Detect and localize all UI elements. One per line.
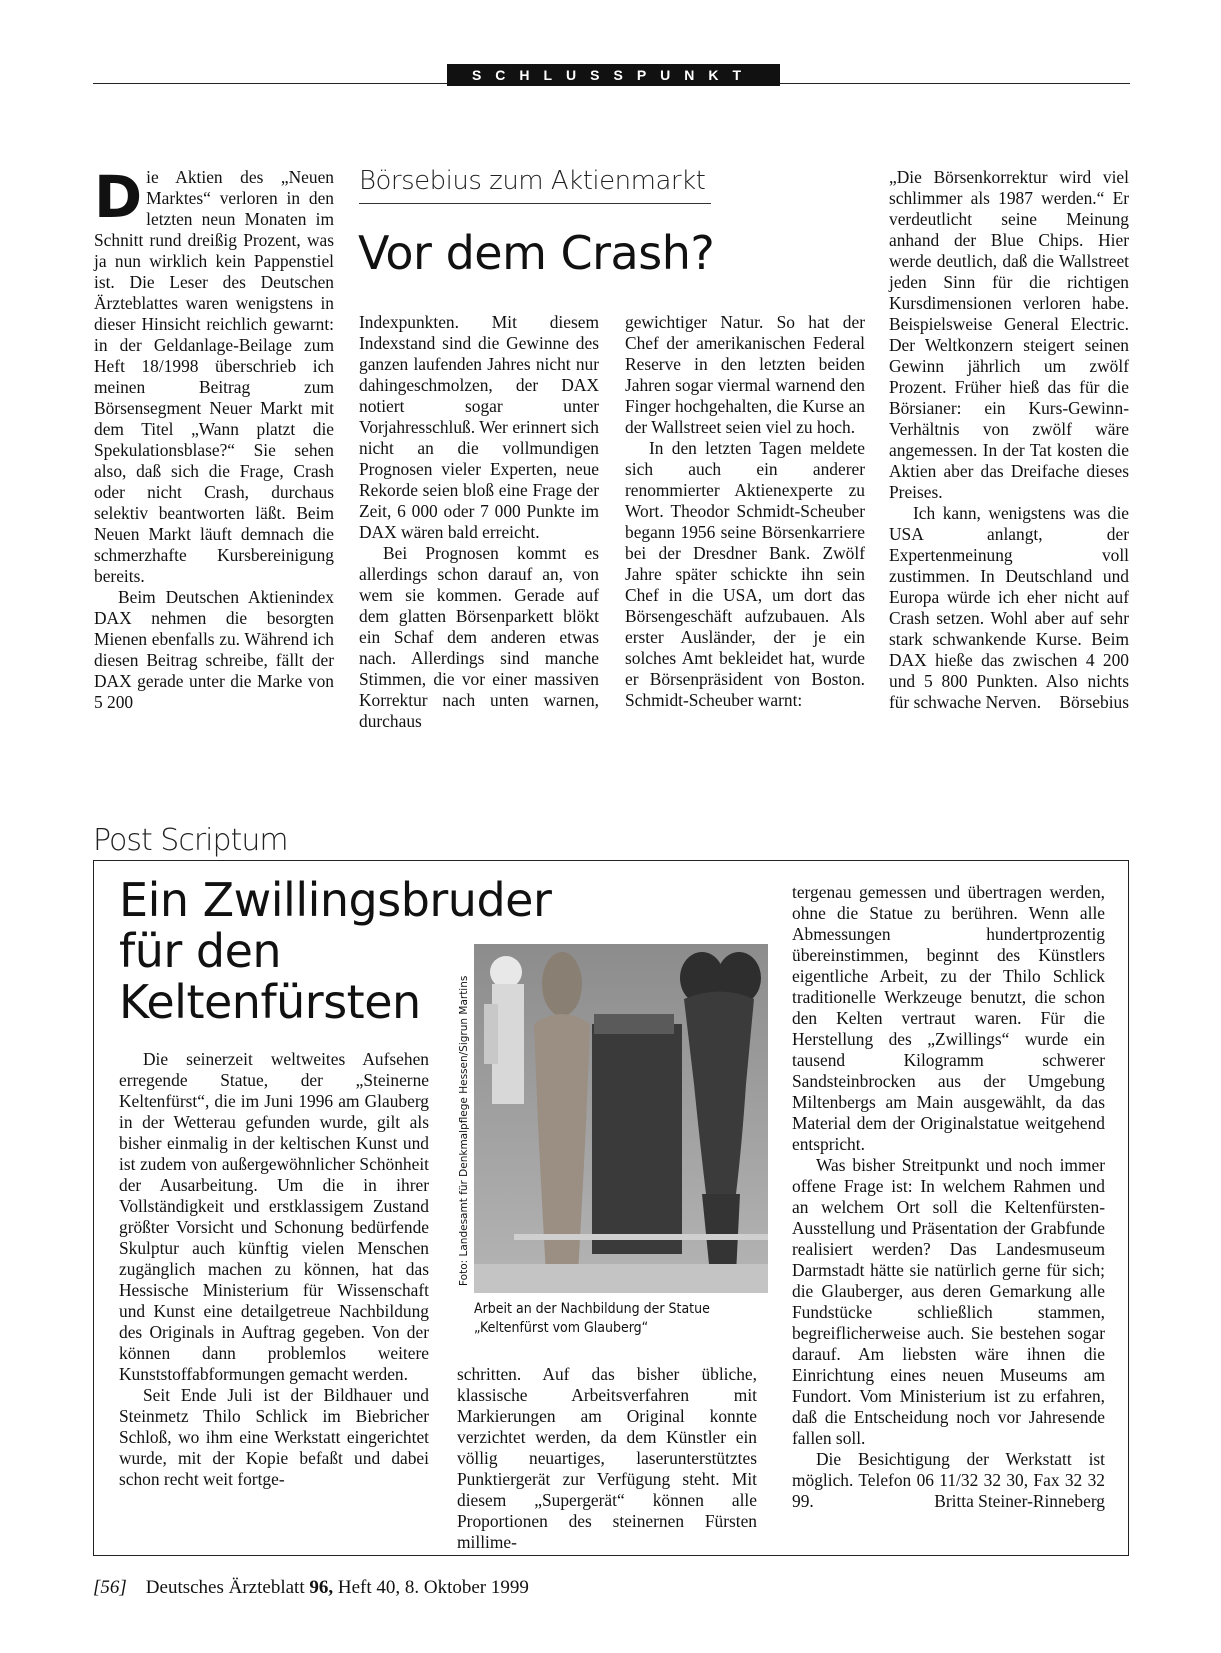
page-footer <box>93 1577 529 1599</box>
page-number: [56] <box>93 1577 127 1598</box>
article-paragraph: „Die Börsenkorrektur wird viel schlimmer als 1987 werden.“ Er verdeutlicht seine Meinung anhand der Blue Chips. Hier werde deutlich, daß die Wallstreet jeden Sinn für die richtigen Kursdimensionen verloren habe. Beispielsweise General Electric. Der Weltkonzern steigert seinen Gewinn jährlich um zwölf Prozent. Früher hieß das für die Börsianer: ein Kurs-Gewinn-Verhältnis von zwölf wäre angemessen. In der Tat kosten die Aktien aber das Dreifache dieses Preises. <box>889 167 1129 502</box>
postscriptum-label: Post Scriptum <box>93 823 288 858</box>
article-paragraph: Was bisher Streitpunkt und noch immer offene Frage ist: In welchem Rahmen und an welchem Ort soll die Keltenfürsten-Ausstellung und Präsentation der Grabfunde realisiert werden? Das Landesmuseum Darmstadt hätte sie natürlich gerne für sich; die Glauberger, aus deren Gemarkung alle Fundstücke schließlich stammen, begreiflicherweise auch. Sie bestehen sogar darauf. Am liebsten wäre ihnen die Einrichtung eines neuen Museums am Fundort. Vom Ministerium ist zu erfahren, daß die Entscheidung noch vor Jahresende fallen soll. <box>792 1155 1105 1448</box>
article-paragraph: gewichtiger Natur. So hat der Chef der amerikanischen Federal Reserve in den letzten beiden Jahren sogar viermal warnend den Finger hochgehalten, die Kurse an der Wallstreet seien viel zu hoch. <box>625 312 865 437</box>
article-paragraph: Die seinerzeit weltweites Aufsehen erregende Statue, der „Steinerne Keltenfürst“, die im Juni 1996 am Glauberg in der Wetterau gefunden wurde, gilt als bisher einmalig in der keltischen Kunst und ist zudem von außergewöhnlicher Schönheit der Ausarbeitung. Um die in ihrer Vollständigkeit und erstklassigem Zustand größter Vorsicht und Schonung bedürfende Skulptur auch künftig vielen Menschen zugänglich machen zu können, hat das Hessische Ministerium für Wissenschaft und Kunst eine detailgetreue Nachbildung des Originals in Auftrag gegeben. Von der können dann problemlos weitere Kunststoffabformungen gemacht werden. <box>119 1049 429 1384</box>
article-signature: Börsebius <box>1059 692 1129 712</box>
postscriptum-column-2 <box>457 1364 757 1553</box>
journal-issue: Heft 40, 8. Oktober 1999 <box>337 1577 529 1598</box>
journal-name: Deutsches Ärzteblatt <box>145 1577 305 1598</box>
postscriptum-column-3 <box>792 882 1105 1512</box>
article-paragraph: Ich kann, wenigstens was die USA anlangt, der Expertenmeinung voll zustimmen. In Deutschland und Europa würde ich eher nicht auf Crash setzen. Wohl aber auf sehr stark schwankende Kurse. Beim DAX hieße das zwischen 4 200 und 5 800 Punkten. Also nichts für schwache Nerven. Börsebius <box>889 503 1129 712</box>
article-headline: Vor dem Crash? <box>358 226 715 280</box>
postscriptum-headline: Ein Zwillingsbruder für den Keltenfürsten <box>119 873 552 1029</box>
author-name: Britta Steiner-Rinneberg <box>934 1491 1105 1511</box>
article-paragraph: In den letzten Tagen meldete sich auch ein anderer renommierter Aktienexperte zu Wort. Theodor Schmidt-Scheuber begann 1956 seine Börsenkarriere bei der Dresdner Bank. Zwölf Jahre später schickte ihn sein Chef in die USA, um dort das Börsengeschäft aufzubauen. Als erster Ausländer, der je ein solches Amt bekleidet hat, wurde er Börsenpräsident von Boston. Schmidt-Scheuber warnt: <box>625 438 865 710</box>
kicker-rule <box>359 203 711 204</box>
article-paragraph: Beim Deutschen Aktienindex DAX nehmen die besorgten Mienen ebenfalls zu. Während ich diesen Beitrag schreibe, fällt der DAX gerade unter die Marke von 5 200 <box>94 587 334 712</box>
journal-volume: 96, <box>309 1577 334 1598</box>
article-paragraph: Die Besichtigung der Werkstatt ist möglich. Telefon 06 11/32 32 30, Fax 32 32 99. Britta Steiner-Rinneberg <box>792 1449 1105 1511</box>
article-paragraph: Seit Ende Juli ist der Bildhauer und Steinmetz Thilo Schlick im Biebricher Schloß, wo ihm eine Werkstatt eingerichtet wurde, mit der Kopie befaßt und dabei schon recht weit fortge- <box>119 1385 429 1489</box>
article-column-2 <box>359 312 599 732</box>
article-column-4 <box>889 167 1129 713</box>
article-paragraph: Bei Prognosen kommt es allerdings schon darauf an, von wem sie kommen. Gerade auf dem glatten Börsenparkett blökt ein Schaf dem anderen etwas nach. Allerdings sind manche Stimmen, die vor einer massiven Korrektur nach unten warnen, durchaus <box>359 543 599 731</box>
article-paragraph: tergenau gemessen und übertragen werden, ohne die Statue zu berühren. Wenn alle Abmessungen hundertprozentig übereinstimmen, beginnt des Künstlers eigentliche Arbeit, zu der Thilo Schlick traditionelle Werkzeuge benutzt, die schon den Kelten vertraut waren. Für die Herstellung des „Zwillings“ wurde ein tausend Kilogramm schwerer Sandsteinbrocken aus der Umgebung Miltenbergs am Main ausgewählt, da das Material dem der Originalstatue weitgehend entspricht. <box>792 882 1105 1154</box>
article-paragraph: Indexpunkten. Mit diesem Indexstand sind die Gewinne des ganzen laufenden Jahres nicht nur dahingeschmolzen, der DAX notiert sogar unter Vorjahresschluß. Wer erinnert sich nicht an die vollmundigen Prognosen vieler Experten, neue Rekorde seien bloß eine Frage der Zeit, 6 000 oder 7 000 Punkte im DAX wären bald erreicht. <box>359 312 599 542</box>
article-paragraph: schritten. Auf das bisher übliche, klassische Arbeitsverfahren mit Markierungen am Original konnte verzichtet werden, da dem Künstler ein völlig neuartiges, laserunterstütztes Punktiergerät zur Verfügung steht. Mit diesem „Supergerät“ können alle Proportionen des steinernen Fürsten millime- <box>457 1364 757 1552</box>
article-kicker: Börsebius zum Aktienmarkt <box>359 166 706 196</box>
article-column-1 <box>94 163 334 713</box>
statue-photo-image <box>474 944 768 1293</box>
section-header: SCHLUSSPUNKT <box>447 64 780 86</box>
drop-cap: D <box>94 163 143 231</box>
postscriptum-column-1 <box>119 1049 429 1490</box>
statue-photo <box>474 944 768 1293</box>
article-paragraph: Die Aktien des „Neuen Marktes“ verloren in den letzten neun Monaten im Schnitt rund dreißig Prozent, was ja nun wirklich kein Pappenstiel ist. Die Leser des Deutschen Ärzteblattes waren wenigstens in dieser Hinsicht reichlich gewarnt: in der Geldanlage-Beilage zum Heft 18/1998 überschrieb ich meinen Beitrag zum Börsensegment Neuer Markt mit dem Titel „Wann platzt die Spekulationsblase?“ Sie sehen also, daß sich die Frage, Crash oder nicht Crash, durchaus selektiv beantworten läßt. Beim Neuen Markt läuft demnach die schmerzhafte Kursbereinigung bereits. <box>94 163 334 586</box>
article-column-3 <box>625 312 865 711</box>
photo-credit: Foto: Landesamt für Denkmalpflege Hessen/Sigrun Martins <box>458 975 470 1286</box>
photo-caption: Arbeit an der Nachbildung der Statue „Keltenfürst vom Glauberg“ <box>474 1301 710 1336</box>
